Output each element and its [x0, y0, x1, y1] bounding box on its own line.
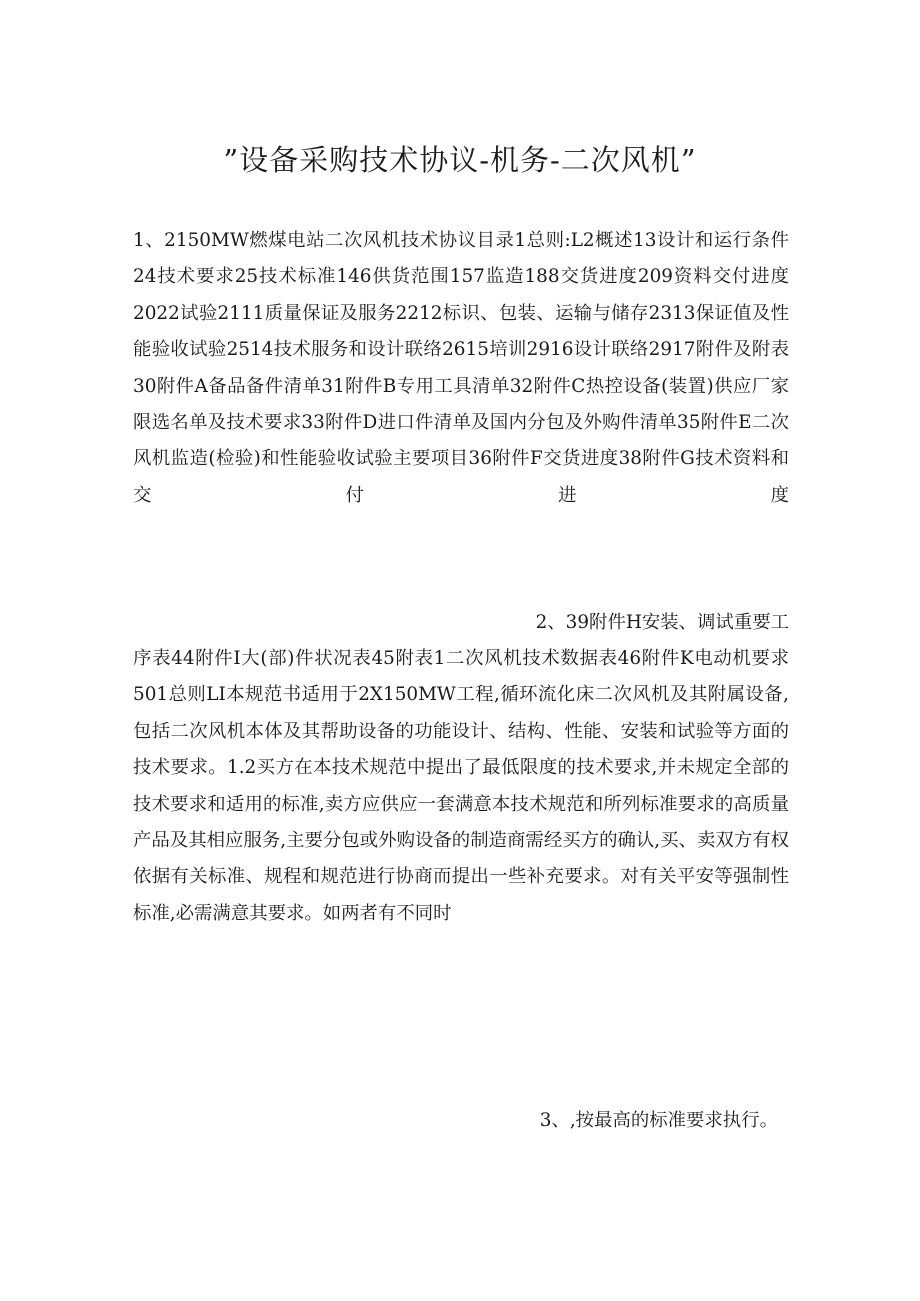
paragraph-3: 3、,按最高的标准要求执行。	[539, 1110, 778, 1131]
paragraph-2-head: 2、39附件H安装、调试重要工	[535, 612, 789, 633]
document-title: ”设备采购技术协议-机务-二次风机”	[223, 143, 697, 177]
paragraph-1: 1、2150MW燃煤电站二次风机技术协议目录1总则:L2概述13设计和运行条件24技术要求25技术标准146供货范围157监造188交货进度209资料交付进度2022试验2111质量保证及服务2212标识、包装、运输与储存2313保证值及性能验收试验2514技术服务和设计联络2615培训2916设计联络2917附件及附表30附件A备品备件清单31附件B专用工具清单32附件C热控设备(装置)供应厂家限选名单及技术要求33附件D进口件清单及国内分包及外购件清单35附件E二次风机监造(检验)和性能验收试验主要项目36附件F交货进度38附件G技术资料和交付进度	[133, 230, 789, 506]
paragraph-2: 序表44附件I大(部)件状况表45附表1二次风机技术数据表46附件K电动机要求501总则LI本规范书适用于2X150MW工程,循环流化床二次风机及其附属设备,包括二次风机本体及其帮助设备的功能设计、结构、性能、安装和试验等方面的技术要求。1.2买方在本技术规范中提出了最低限度的技术要求,并未规定全部的技术要求和适用的标准,卖方应供应一套满意本技术规范和所列标准要求的高质量产品及其相应服务,主要分包或外购设备的制造商需经买方的确认,买、卖双方有权依据有关标准、规程和规范进行协商而提出一些补充要求。对有关平安等强制性标准,必需满意其要求。如两者有不同时	[133, 648, 789, 924]
